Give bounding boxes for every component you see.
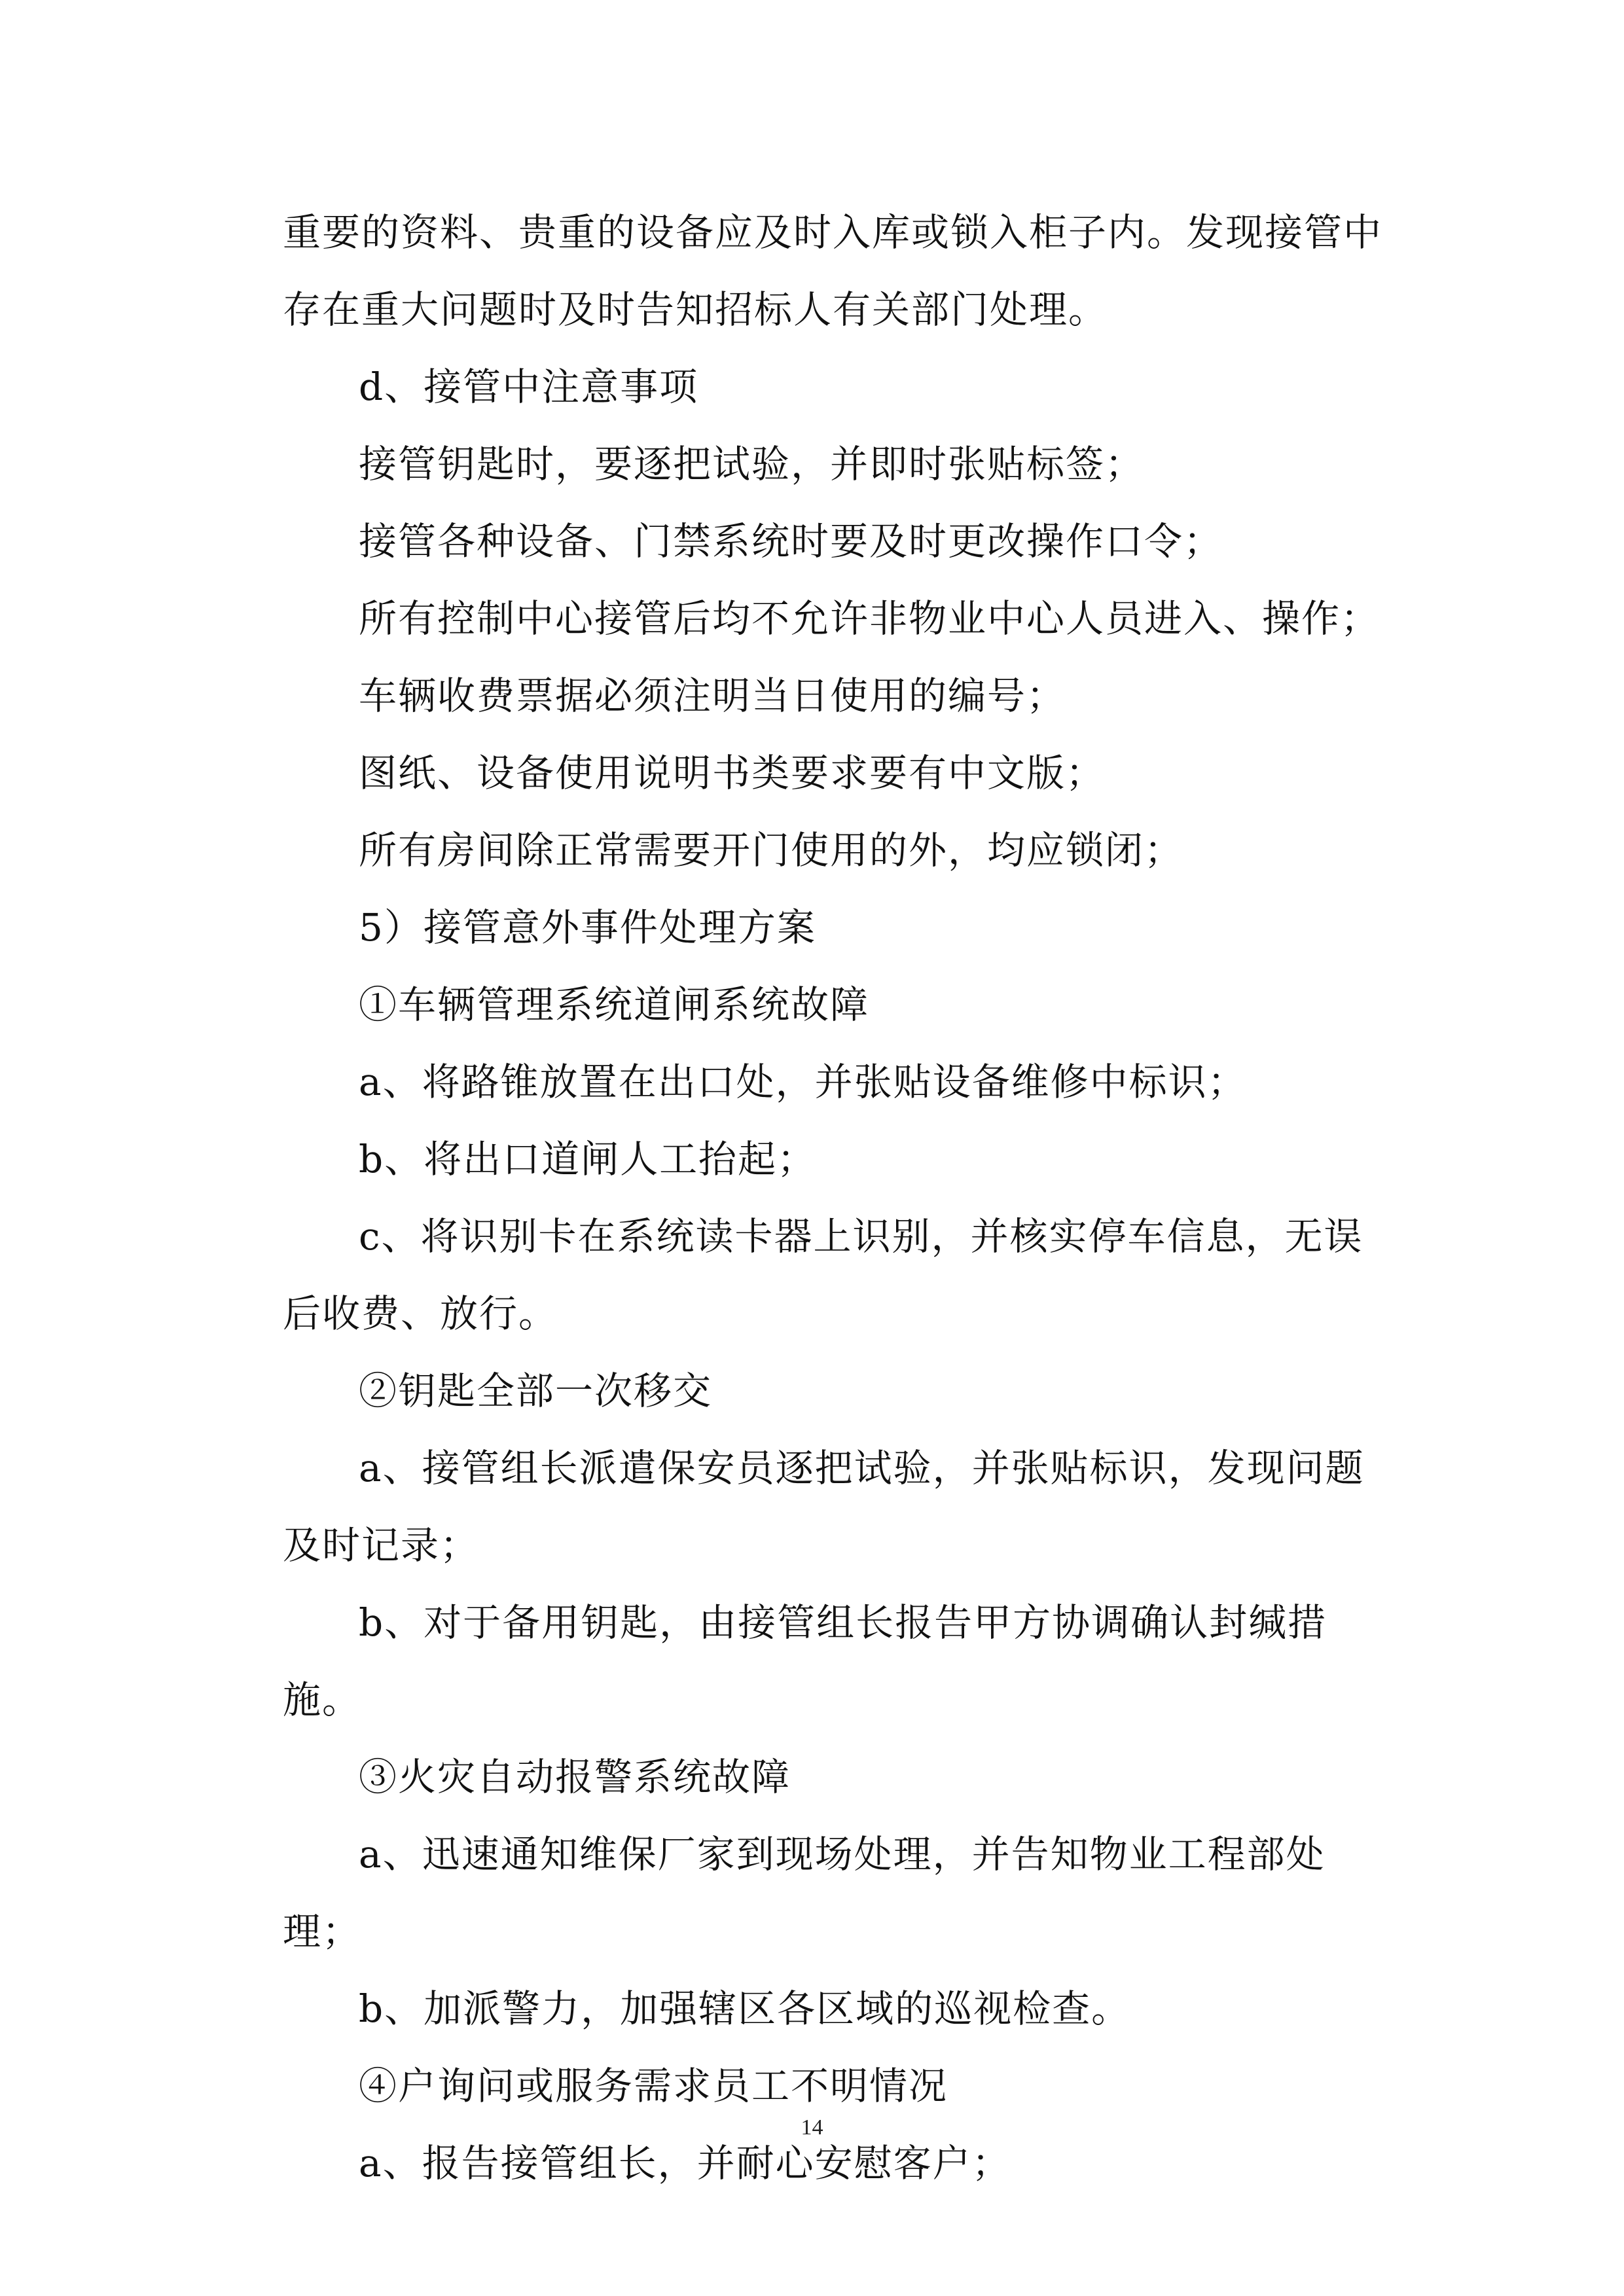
document-body [283,194,1382,2202]
paragraph-15: b、对于备用钥匙，由接管组长报告甲方协调确认封缄措施。 [283,1600,1327,1722]
paragraph-18: b、加派警力，加强辖区各区域的巡视检查。 [359,1986,1131,2031]
paragraph-12: c、将识别卡在系统读卡器上识别，并核实停车信息，无误后收费、放行。 [283,1214,1363,1336]
subheading-3: ③火灾自动报警系统故障 [359,1755,791,1799]
paragraph-17: a、迅速通知维保厂家到现场处理，并告知物业工程部处理； [283,1832,1326,1954]
paragraph-6: 图纸、设备使用说明书类要求要有中文版； [359,751,1106,795]
paragraph-3: 接管各种设备、门禁系统时要及时更改操作口令； [359,519,1223,564]
subheading-2: ②钥匙全部一次移交 [359,1369,713,1413]
page-number: 14 [801,2115,823,2140]
subheading-1: ①车辆管理系统道闸系统故障 [359,982,870,1027]
paragraph-4: 所有控制中心接管后均不允许非物业中心人员进入、操作； [359,596,1380,641]
paragraph-2: 接管钥匙时，要逐把试验，并即时张贴标签； [359,442,1145,486]
paragraph-1: d、接管中注意事项 [359,365,699,409]
paragraph-0: 重要的资料、贵重的设备应及时入库或锁入柜子内。发现接管中存在重大问题时及时告知招标人有关部门处理。 [283,210,1383,332]
paragraph-5: 车辆收费票据必须注明当日使用的编号； [359,673,1066,718]
section-heading-5: 5）接管意外事件处理方案 [359,905,816,950]
subheading-4: ④户询问或服务需求员工不明情况 [359,2064,948,2108]
paragraph-7: 所有房间除正常需要开门使用的外，均应锁闭； [359,828,1184,872]
paragraph-10: a、将路锥放置在出口处，并张贴设备维修中标识； [359,1060,1247,1104]
paragraph-11: b、将出口道闸人工抬起； [359,1137,817,1181]
paragraph-20: a、报告接管组长，并耐心安慰客户； [359,2141,1011,2185]
paragraph-14: a、接管组长派遣保安员逐把试验，并张贴标识，发现问题及时记录； [283,1446,1365,1568]
